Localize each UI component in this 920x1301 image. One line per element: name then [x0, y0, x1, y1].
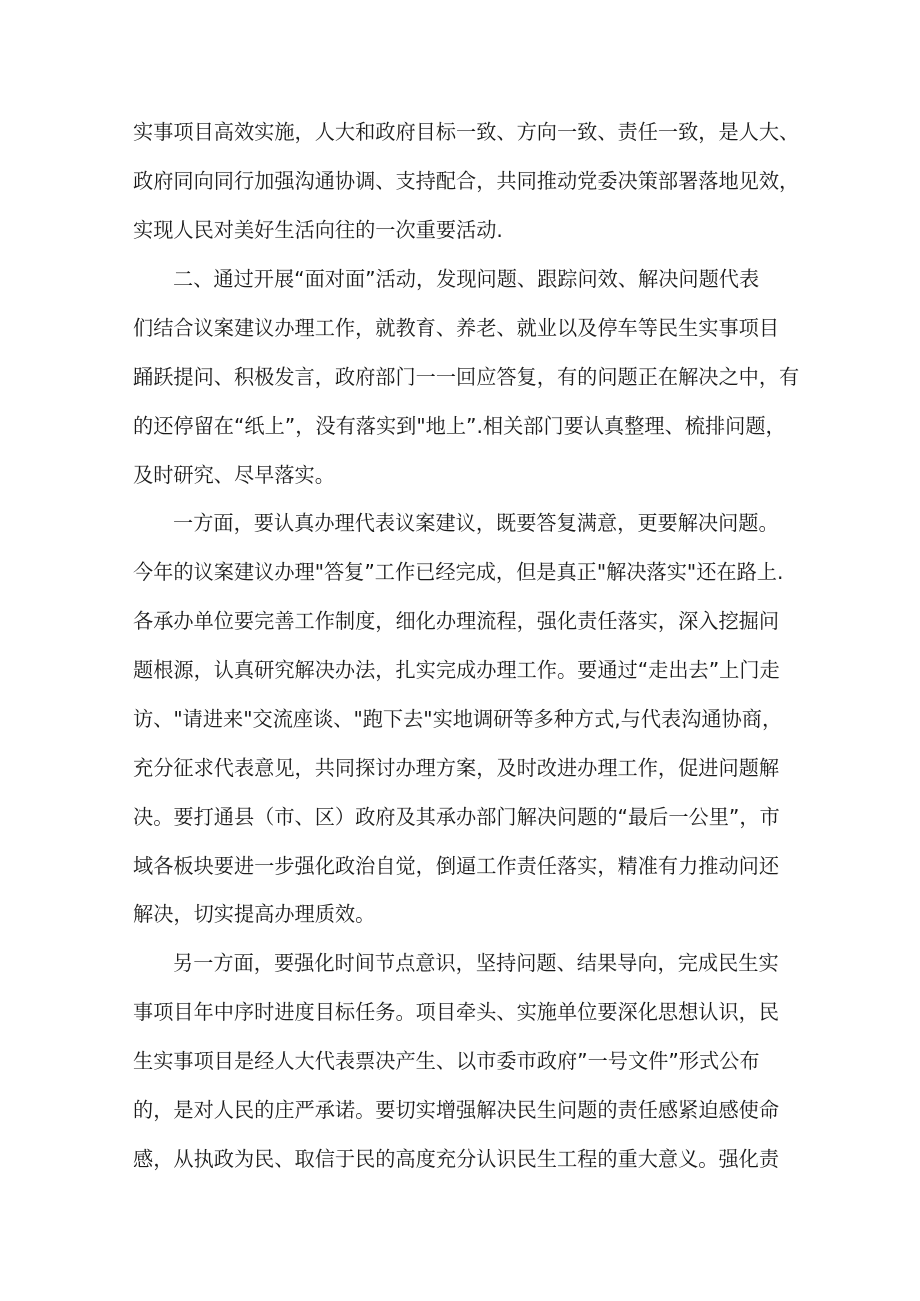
body-text-line: 另一方面，要强化时间节点意识，坚持问题、结果导向，完成民生实 — [173, 951, 779, 975]
body-text-line: 的，是对人民的庄严承诺。要切实增强解决民生问题的责任感紧迫感使命 — [133, 1098, 780, 1122]
body-text-line: 决。要打通县（市、区）政府及其承办部门解决问题的“最后一公里”，市 — [133, 805, 780, 829]
body-text-line: 各承办单位要完善工作制度，细化办理流程，强化责任落实，深入挖掘问 — [133, 609, 780, 633]
body-text-line: 的还停留在“纸上”，没有落实到"地上”.相关部门要认真整理、梳排问题， — [133, 414, 786, 438]
body-text-line: 们结合议案建议办理工作，就教育、养老、就业以及停车等民生实事项目 — [133, 316, 780, 340]
body-text-line: 实现人民对美好生活向往的一次重要活动. — [133, 218, 503, 242]
body-text-line: 今年的议案建议办理"答复”工作已经完成，但是真正"解决落实"还在路上. — [133, 560, 784, 584]
body-text-line: 题根源，认真研究解决办法，扎实完成办理工作。要通过“走出去”上门走 — [133, 658, 780, 682]
body-text-line: 充分征求代表意见，共同探讨办理方案，及时改进办理工作，促进问题解 — [133, 756, 780, 780]
body-text-line: 及时研究、尽早落实。 — [133, 463, 335, 487]
body-text-line: 域各板块要进一步强化政治自觉，倒逼工作责任落实，精准有力推动问还 — [133, 854, 780, 878]
body-text-line: 解决，切实提高办理质效。 — [133, 902, 376, 926]
body-text-line: 访、"请进来"交流座谈、"跑下去"实地调研等多种方式,与代表沟通协商， — [133, 707, 783, 731]
body-text-line: 二、通过开展“面对面”活动，发现问题、跟踪问效、解决问题代表 — [173, 267, 760, 291]
body-text-line: 感，从执政为民、取信于民的高度充分认识民生工程的重大意义。强化责 — [133, 1147, 780, 1171]
body-text-line: 事项目年中序时进度目标任务。项目牵头、实施单位要深化思想认识，民 — [133, 1000, 780, 1024]
body-text-line: 踊跃提问、积极发言，政府部门一一回应答复，有的问题正在解决之中，有 — [133, 365, 800, 389]
body-text-line: 一方面，要认真办理代表议案建议，既要答复满意，更要解决问题。 — [173, 511, 779, 535]
body-text-line: 政府同向同行加强沟通协调、支持配合，共同推动党委决策部署落地见效， — [133, 169, 800, 193]
body-text-line: 生实事项目是经人大代表票决产生、以市委市政府”一号文件”形式公布 — [133, 1049, 760, 1073]
body-text-line: 实事项目高效实施，人大和政府目标一致、方向一致、责任一致，是人大、 — [133, 120, 800, 144]
